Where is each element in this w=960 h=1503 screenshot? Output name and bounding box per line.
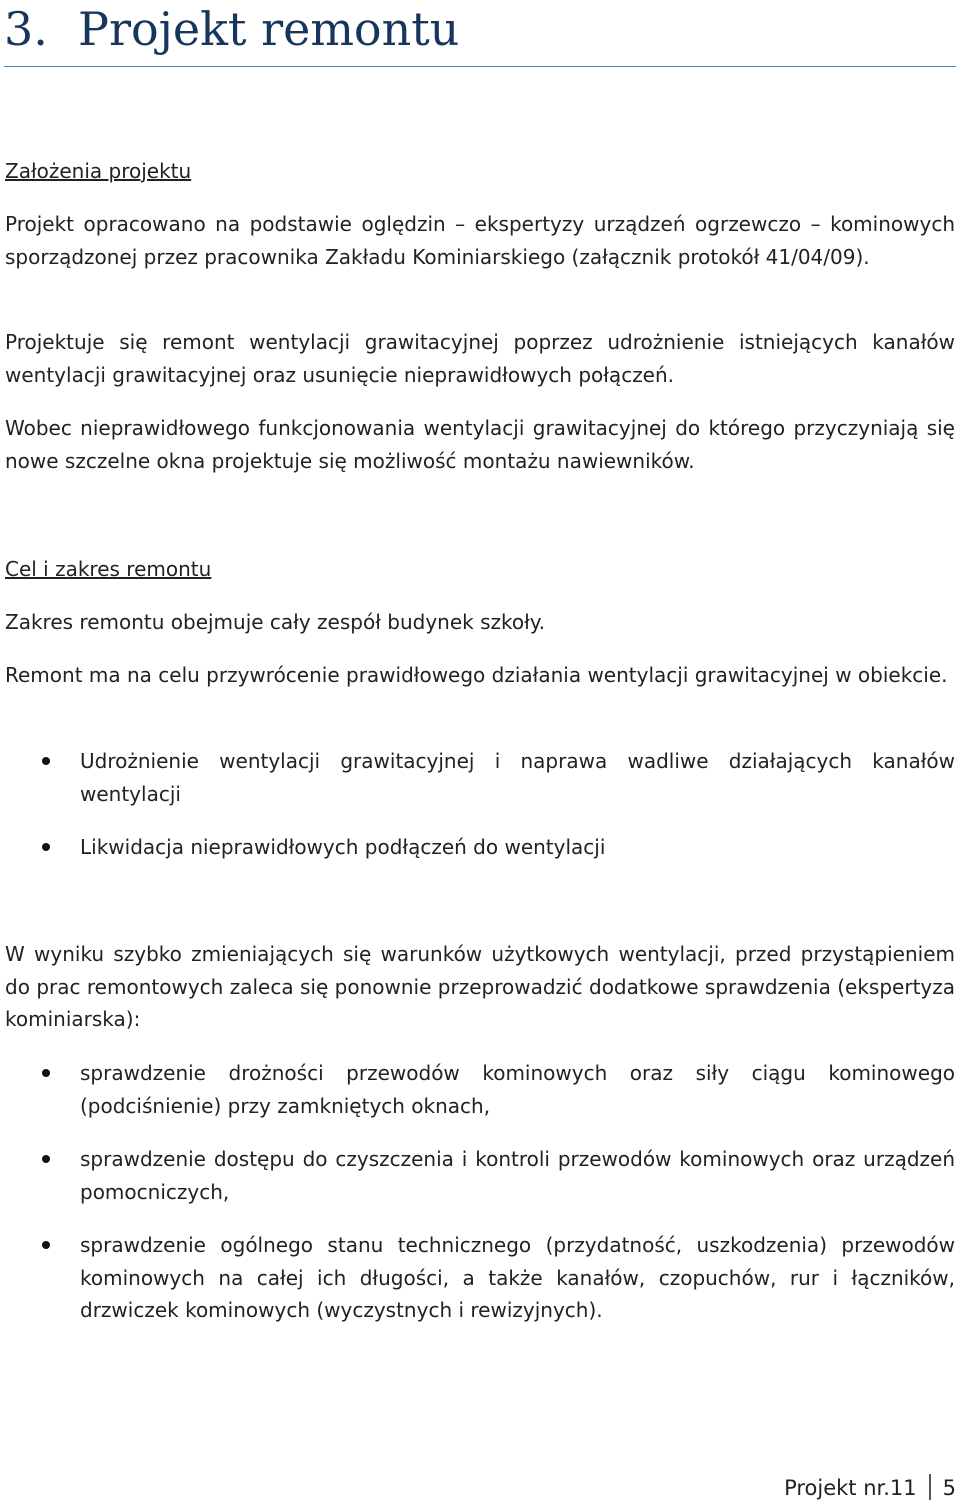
bullet-icon (42, 1241, 50, 1249)
list-item-text: Likwidacja nieprawidłowych podłączeń do wentylacji (80, 835, 606, 859)
heading-number: 3. (4, 2, 48, 56)
subheading-scope: Cel i zakres remontu (5, 557, 212, 581)
page-footer (784, 1473, 956, 1503)
footer-divider (929, 1474, 931, 1500)
list-item (80, 745, 955, 810)
paragraph: Projekt opracowano na podstawie oględzin – ekspertyzy urządzeń ogrzewczo – kominowych sporządzonej przez pracownika Zakładu Kominiarskiego (załącznik protokół 41/04/09). (5, 212, 955, 269)
bullet-icon (42, 843, 50, 851)
bullet-icon (42, 1069, 50, 1077)
list-item-text: sprawdzenie ogólnego stanu technicznego (przydatność, uszkodzenia) przewodów kominowych na całej ich długości, a także kanałów, czopuchów, rur i łączników, drzwiczek kominowych (wyczystnych i rewizyjnych). (80, 1233, 955, 1322)
list-item (80, 1057, 955, 1122)
paragraph: Remont ma na celu przywrócenie prawidłowego działania wentylacji grawitacyjnej w obiekcie. (5, 663, 948, 687)
bullet-icon (42, 757, 50, 765)
paragraph: Wobec nieprawidłowego funkcjonowania wentylacji grawitacyjnej do którego przyczyniają się nowe szczelne okna projektuje się możliwość montażu nawiewników. (5, 416, 955, 473)
paragraph: Projektuje się remont wentylacji grawitacyjnej poprzez udrożnienie istniejących kanałów wentylacji grawitacyjnej oraz usunięcie nieprawidłowych połączeń. (5, 330, 955, 387)
paragraph: Zakres remontu obejmuje cały zespół budynek szkoły. (5, 610, 546, 634)
list-item-text: sprawdzenie drożności przewodów kominowych oraz siły ciągu kominowego (podciśnienie) przy zamkniętych oknach, (80, 1061, 955, 1118)
paragraph: W wyniku szybko zmieniających się warunków użytkowych wentylacji, przed przystąpieniem do prac remontowych zaleca się ponownie przeprowadzić dodatkowe sprawdzenia (ekspertyza kominiarska): (5, 942, 955, 1031)
subheading-assumptions: Założenia projektu (5, 159, 192, 183)
page-number: 5 (942, 1476, 956, 1500)
heading-title: Projekt remontu (78, 2, 460, 56)
list-item-text: sprawdzenie dostępu do czyszczenia i kontroli przewodów kominowych oraz urządzeń pomocniczych, (80, 1147, 955, 1204)
list-item (80, 1229, 955, 1327)
section-heading (4, 0, 956, 67)
bullet-icon (42, 1155, 50, 1163)
list-item-text: Udrożnienie wentylacji grawitacyjnej i naprawa wadliwe działających kanałów wentylacji (80, 749, 955, 806)
list-item (80, 831, 955, 864)
footer-label: Projekt nr.11 (784, 1476, 917, 1500)
list-item (80, 1143, 955, 1208)
